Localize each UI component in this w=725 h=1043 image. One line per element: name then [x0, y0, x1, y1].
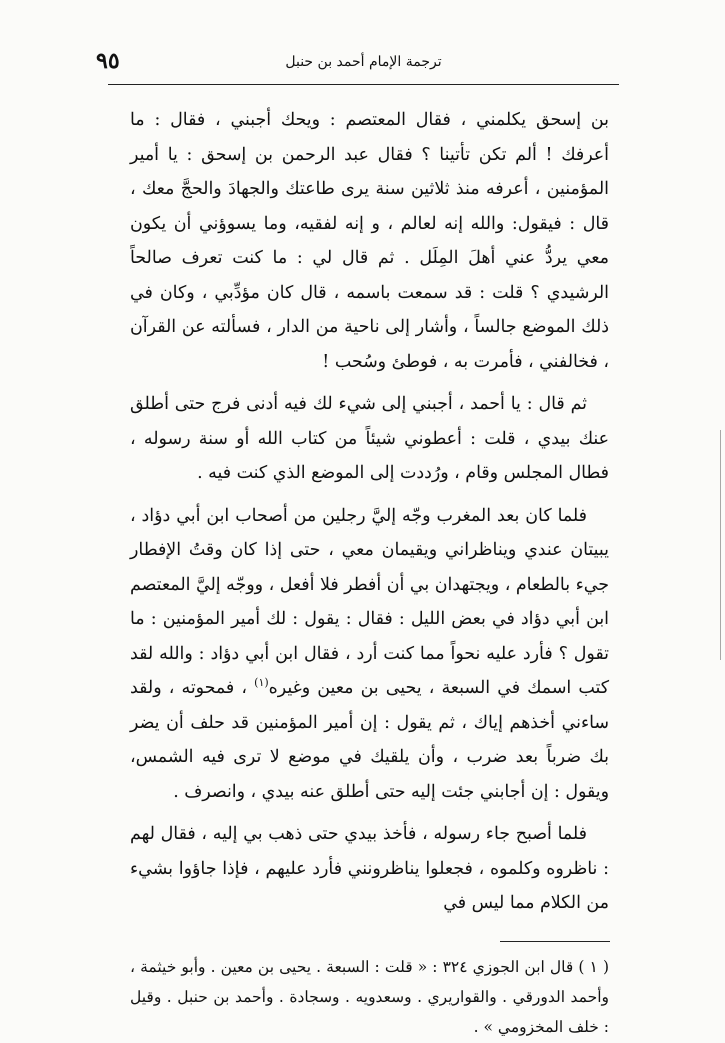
- paragraph: [130, 103, 609, 379]
- page-number: ٩٥: [96, 48, 120, 74]
- main-text: [130, 103, 609, 921]
- page-header: [96, 44, 619, 85]
- paragraph: [130, 817, 609, 921]
- footnote: ( ١ ) قال ابن الجوزي ٣٢٤ : « قلت : السبعة . يحيى بن معين . وأبو خيثمة ، وأحمد الدورقي . والقواريري . وسعدويه . وسجادة . وأحمد بن حنبل . وقيل : خلف المخزومي » .: [130, 957, 609, 1036]
- page-edge-shadow: [720, 430, 721, 660]
- footnote-divider: [500, 941, 610, 942]
- paragraph: [130, 499, 609, 810]
- paragraph-text: فلما أصبح جاء رسوله ، فأخذ بيدي حتى ذهب بي إليه ، فقال لهم : ناظروه وكلموه ، فجعلوا يناظرونني فأرد عليهم ، فإذا جاؤوا بشيء من الكلام مما ليس في: [130, 824, 609, 913]
- footnote-marker: (١): [254, 676, 269, 690]
- running-title: ترجمة الإمام أحمد بن حنبل: [285, 54, 442, 70]
- paragraph-text-continued: ، فمحوته ، ولقد ساءني أخذهم إياك ، ثم يقول : إن أمير المؤمنين قد حلف أن يضر بك ضرباً بعد ضرب ، وأن يلقيك في موضع لا ترى فيه الشمس، ويقول : إن أجابني جئت إليه حتى أطلق عنه بيدي ، وانصرف .: [130, 678, 609, 802]
- paragraph: [130, 387, 609, 491]
- paragraph-text: ثم قال : يا أحمد ، أجبني إلى شيء لك فيه أدنى فرج حتى أطلق عنك بيدي ، قلت : أعطوني شيئاً من كتاب الله أو سنة رسوله ، فطال المجلس وقام ، ورُددت إلى الموضع الذي كنت فيه .: [130, 394, 609, 483]
- paragraph-text: فلما كان بعد المغرب وجّه إليَّ رجلين من أصحاب ابن أبي دؤاد ، يبيتان عندي ويناظراني ويقيمان معي ، حتى إذا كان وقتُ الإفطار جيء بالطعام ، ويجتهدان بي أن أفطر فلا أفعل ، ووجّه إليَّ المعتصم ابن أبي دؤاد في بعض الليل : فقال : يقول : لك أمير المؤمنين : ما تقول ؟ فأرد عليه نحواً مما كنت أرد ، فقال ابن أبي دؤاد : والله لقد كتب اسمك في السبعة ، يحيى بن معين وغيره: [130, 505, 610, 698]
- paragraph-text: بن إسحق يكلمني ، فقال المعتصم : ويحك أجبني ، فقال : ما أعرفك ! ألم تكن تأتينا ؟ فقال عبد الرحمن بن إسحق : يا أمير المؤمنين ، أعرفه منذ ثلاثين سنة يرى طاعتك والجهادَ والحجَّ معك ، قال : فيقول: والله إنه لعالم ، و إنه لفقيه، وما يسوؤني أن يكون معي يردُّ عني أهلَ المِلَل . ثم قال لي : ما كنت تعرف صالحاً الرشيدي ؟ قلت : قد سمعت باسمه ، قال كان مؤدِّبي ، وكان في ذلك الموضع جالساً ، وأشار إلى ناحية من الدار ، فسألته عن القرآن ، فخالفني ، فأمرت به ، فوطئ وسُحب !: [130, 110, 609, 372]
